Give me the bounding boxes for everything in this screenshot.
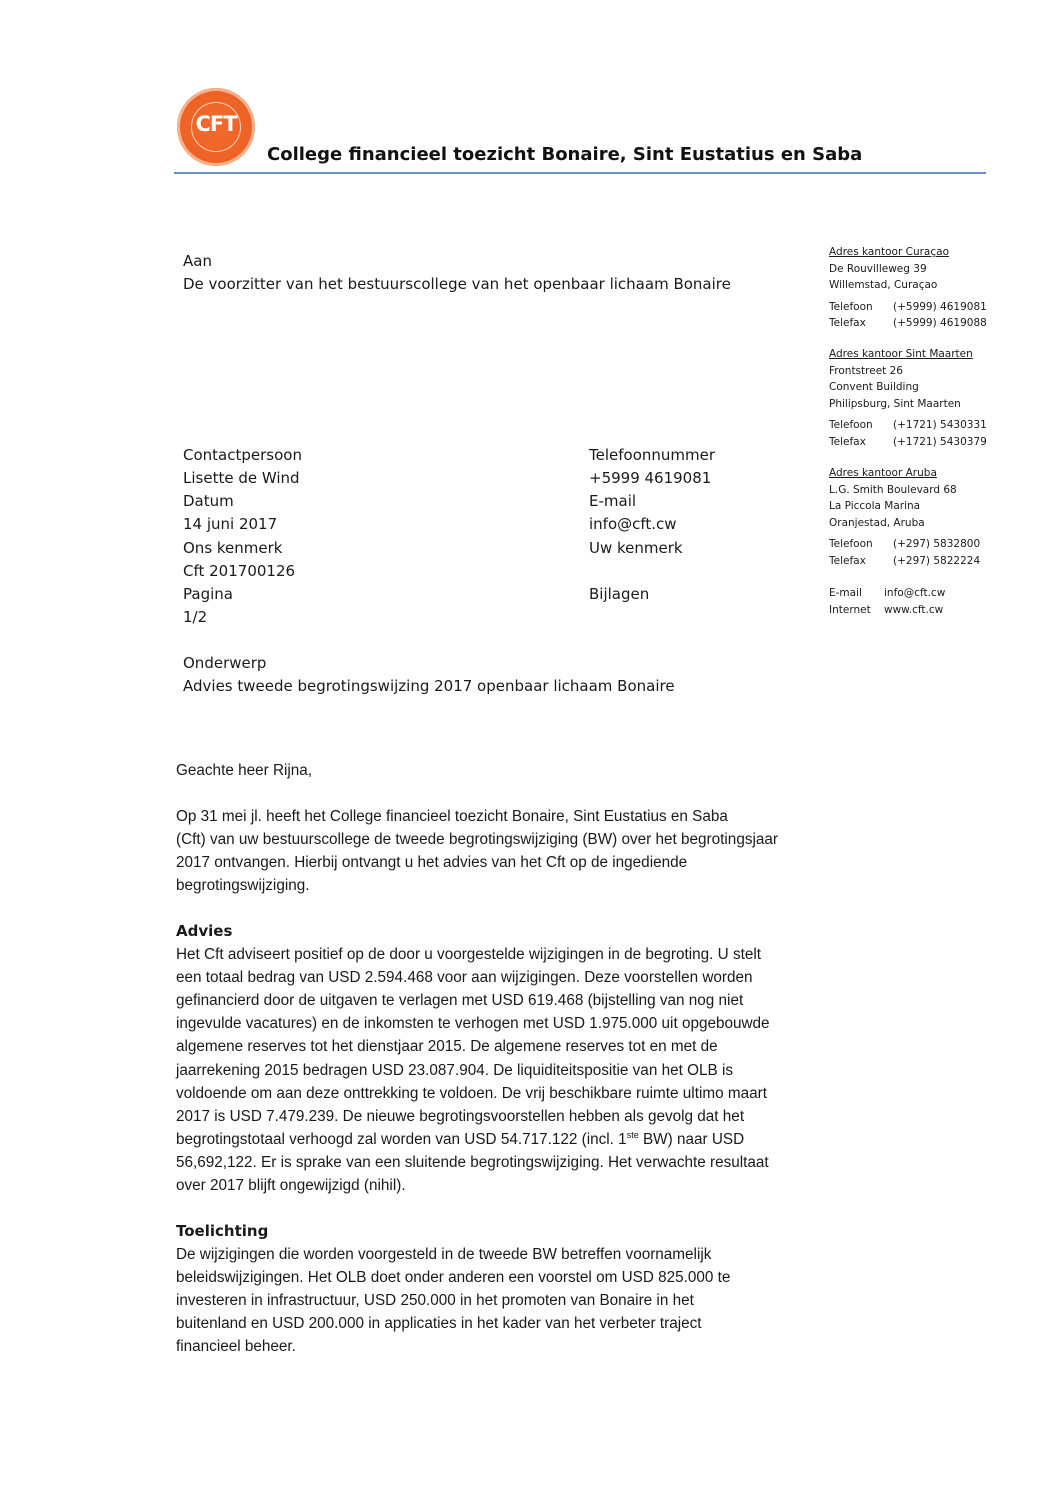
office-sint-maarten — [829, 346, 987, 450]
date-label: Datum — [183, 492, 234, 510]
paragraph-line: over 2017 blijft ongewijzigd (nihil). — [176, 1177, 406, 1195]
attachments-label: Bijlagen — [589, 585, 650, 603]
paragraph-line: Op 31 mei jl. heeft het College financieel toezicht Bonaire, Sint Eustatius en Saba — [176, 808, 728, 825]
paragraph-line: buitenland en USD 200.000 in applicaties in het kader van het verbeter traject — [176, 1315, 702, 1333]
fax-number: (+5999) 4619088 — [893, 317, 987, 329]
contact-value: Lisette de Wind — [183, 469, 300, 487]
fax-label: Telefax — [829, 435, 866, 448]
office-aruba-heading: Adres kantoor Aruba — [829, 467, 937, 479]
phone-label: Telefoonnummer — [589, 446, 716, 464]
logo-text: CFT — [195, 112, 237, 136]
advies-section — [176, 920, 896, 1197]
paragraph-line: 2017 is USD 7.479.239. De nieuwe begrotingsvoorstellen hebben als gevolg dat het — [176, 1107, 745, 1125]
paragraph-line: beleidswijzigingen. Het OLB doet onder anderen een voorstel om USD 825.000 te — [176, 1269, 731, 1287]
paragraph-line: financieel beheer. — [176, 1338, 296, 1356]
phone-number: (+297) 5832800 — [893, 538, 981, 550]
paragraph-line: Het Cft adviseert positief op de door u voorgestelde wijzigingen in de begroting. U stelt — [176, 946, 762, 964]
phone-label: Telefoon — [829, 419, 873, 431]
office-aruba — [829, 465, 980, 618]
line-text: begrotingstotaal verhoogd zal worden van USD 54.717.122 (incl. 1 — [176, 1130, 627, 1148]
internet-label: Internet — [829, 603, 871, 616]
advies-heading: Advies — [176, 922, 233, 940]
toelichting-heading: Toelichting — [176, 1222, 269, 1240]
address-line: Willemstad, Curaçao — [829, 279, 938, 291]
our-reference-label: Ons kenmerk — [183, 539, 283, 557]
paragraph-line: jaarrekening 2015 bedragen USD 23.087.904. De liquiditeitspositie van het OLB is — [176, 1061, 733, 1079]
addressee-label: Aan — [183, 252, 212, 270]
email-value[interactable]: info@cft.cw — [589, 515, 677, 533]
header-divider — [174, 172, 986, 174]
phone-label: Telefoon — [829, 300, 873, 313]
page-label: Pagina — [183, 585, 233, 603]
letter-salutation — [176, 759, 896, 782]
fax-number: (+1721) 5430379 — [893, 435, 987, 448]
paragraph-line: gefinancierd door de uitgaven te verlagen met USD 619.468 (bijstelling van nog niet — [176, 992, 744, 1010]
address-line: Convent Building — [829, 381, 919, 393]
toelichting-section — [176, 1220, 896, 1359]
address-line: Frontstreet 26 — [829, 364, 903, 377]
website-link[interactable]: www.cft.cw — [884, 603, 944, 616]
fax-label: Telefax — [829, 317, 866, 329]
phone-number: (+5999) 4619081 — [893, 300, 987, 313]
our-reference-value: Cft 201700126 — [183, 562, 296, 580]
paragraph-line: begrotingswijziging. — [176, 877, 310, 895]
organization-title: College financieel toezicht Bonaire, Sint Eustatius en Saba — [267, 144, 863, 165]
address-line: De Rouvilleweg 39 — [829, 262, 927, 275]
paragraph-line: De wijzigingen die worden voorgesteld in de tweede BW betreffen voornamelijk — [176, 1246, 712, 1264]
address-line: L.G. Smith Boulevard 68 — [829, 483, 957, 496]
paragraph-line — [176, 1128, 896, 1151]
office-curacao-heading: Adres kantoor Curaçao — [829, 246, 949, 258]
superscript: ste — [626, 1129, 639, 1140]
date-value: 14 juni 2017 — [183, 515, 278, 533]
salutation-text: Geachte heer Rijna, — [176, 762, 313, 779]
subject-value: Advies tweede begrotingswijzing 2017 openbaar lichaam Bonaire — [183, 677, 675, 695]
phone-label: Telefoon — [829, 538, 873, 550]
subject-label: Onderwerp — [183, 654, 267, 672]
address-line: Philipsburg, Sint Maarten — [829, 397, 961, 410]
phone-value: +5999 4619081 — [589, 469, 712, 487]
email-label: E-mail — [829, 587, 862, 599]
paragraph-line: (Cft) van uw bestuurscollege de tweede begrotingswijziging (BW) over het begrotingsjaar — [176, 831, 778, 849]
paragraph-line: algemene reserves tot het dienstjaar 2015. De algemene reserves tot en met de — [176, 1038, 718, 1056]
page-value: 1/2 — [183, 608, 208, 626]
paragraph-line: investeren in infrastructuur, USD 250.000 in het promoten van Bonaire in het — [176, 1292, 694, 1310]
address-line: Oranjestad, Aruba — [829, 516, 925, 529]
office-sint-maarten-heading: Adres kantoor Sint Maarten — [829, 348, 973, 360]
paragraph-line: ingevulde vacatures) en de inkomsten te verhogen met USD 1.975.000 uit opgebouwde — [176, 1015, 770, 1033]
email-link[interactable]: info@cft.cw — [884, 587, 946, 599]
fax-number: (+297) 5822224 — [893, 554, 981, 567]
paragraph-line: 56,692,122. Er is sprake van een sluitende begrotingswijziging. Het verwachte resultaat — [176, 1153, 769, 1171]
fax-label: Telefax — [829, 554, 866, 567]
paragraph-line: voldoende om aan deze onttrekking te voldoen. De vrij beschikbare ruimte ultimo maart — [176, 1084, 767, 1102]
email-label: E-mail — [589, 492, 637, 510]
your-reference-label: Uw kenmerk — [589, 539, 683, 557]
line-text: BW) naar USD — [638, 1130, 745, 1148]
cft-logo — [177, 88, 255, 166]
contact-label: Contactpersoon — [183, 446, 302, 464]
paragraph-line: 2017 ontvangen. Hierbij ontvangt u het advies van het Cft op de ingediende — [176, 854, 688, 872]
addressee-value: De voorzitter van het bestuurscollege van het openbaar lichaam Bonaire — [183, 275, 731, 293]
letter-intro — [176, 805, 896, 897]
paragraph-line: een totaal bedrag van USD 2.594.468 voor aan wijzigingen. Deze voorstellen worden — [176, 969, 753, 987]
office-curacao — [829, 244, 987, 332]
phone-number: (+1721) 5430331 — [893, 419, 987, 431]
address-line: La Piccola Marina — [829, 500, 921, 512]
